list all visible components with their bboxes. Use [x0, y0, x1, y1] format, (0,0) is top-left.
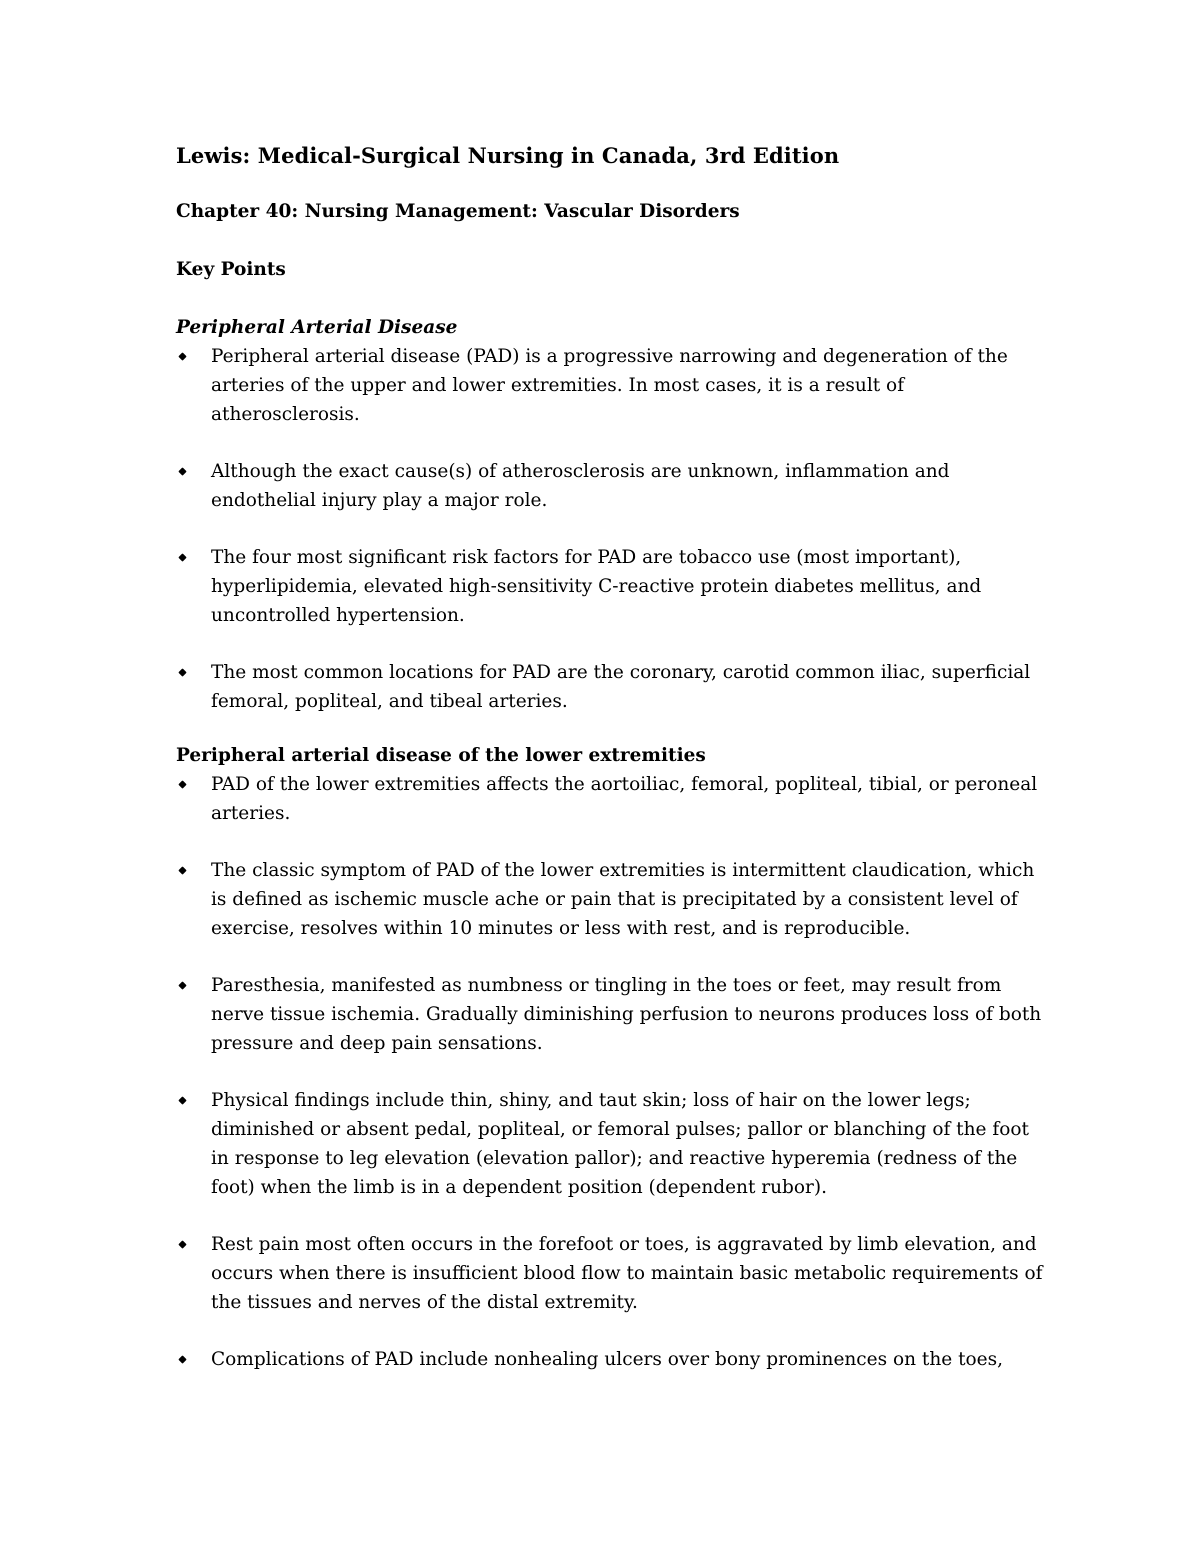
- bullet-list: [176, 770, 1046, 1374]
- list-item: [176, 1086, 1046, 1202]
- list-item-text: PAD of the lower extremities affects the aortoiliac, femoral, popliteal, tibial, or peroneal arteries.: [211, 774, 1038, 824]
- list-item: [176, 1230, 1046, 1317]
- list-item-text: The classic symptom of PAD of the lower extremities is intermittent claudication, which is defined as ischemic muscle ache or pain that is precipitated by a consistent level of exercise, resolves within 10 minutes or less with rest, and is reproducible.: [211, 860, 1035, 939]
- section-peripheral-arterial-disease: [176, 314, 1046, 716]
- bullet-icon: [178, 866, 186, 874]
- list-item: [176, 856, 1046, 943]
- section-heading: Peripheral Arterial Disease: [176, 317, 458, 338]
- book-title: Lewis: Medical-Surgical Nursing in Canada, 3rd Edition: [176, 143, 840, 168]
- page-content: [176, 140, 1046, 1388]
- section-pad-lower-extremities: [176, 742, 1046, 1374]
- list-item-text: Paresthesia, manifested as numbness or tingling in the toes or feet, may result from nerve tissue ischemia. Gradually diminishing perfusion to neurons produces loss of both pressure and deep pain sensations.: [211, 975, 1042, 1054]
- bullet-icon: [178, 553, 186, 561]
- list-item-text: The most common locations for PAD are the coronary, carotid common iliac, superficial femoral, popliteal, and tibeal arteries.: [211, 662, 1031, 712]
- list-item: [176, 457, 1046, 515]
- section-heading: Peripheral arterial disease of the lower extremities: [176, 745, 706, 766]
- list-item-text: Complications of PAD include nonhealing ulcers over bony prominences on the toes,: [211, 1349, 1003, 1370]
- list-item-text: Rest pain most often occurs in the forefoot or toes, is aggravated by limb elevation, and occurs when there is insufficient blood flow to maintain basic metabolic requirements of the tissues and nerves of the distal extremity.: [211, 1234, 1043, 1313]
- key-points-label: Key Points: [176, 259, 286, 280]
- list-item: [176, 543, 1046, 630]
- bullet-icon: [178, 1096, 186, 1104]
- list-item-text: The four most significant risk factors for PAD are tobacco use (most important), hyperlipidemia, elevated high-sensitivity C-reactive protein diabetes mellitus, and uncontrolled hypertension.: [211, 547, 982, 626]
- list-item: [176, 770, 1046, 828]
- bullet-icon: [178, 467, 186, 475]
- list-item-text: Although the exact cause(s) of atherosclerosis are unknown, inflammation and endothelial injury play a major role.: [211, 461, 950, 511]
- bullet-icon: [178, 780, 186, 788]
- bullet-list: [176, 342, 1046, 716]
- bullet-icon: [178, 1355, 186, 1363]
- bullet-icon: [178, 981, 186, 989]
- chapter-title: Chapter 40: Nursing Management: Vascular Disorders: [176, 201, 740, 222]
- list-item: [176, 658, 1046, 716]
- list-item: [176, 971, 1046, 1058]
- list-item: [176, 1345, 1046, 1374]
- bullet-icon: [178, 352, 186, 360]
- list-item: [176, 342, 1046, 429]
- bullet-icon: [178, 668, 186, 676]
- list-item-text: Peripheral arterial disease (PAD) is a progressive narrowing and degeneration of the arteries of the upper and lower extremities. In most cases, it is a result of atherosclerosis.: [211, 346, 1008, 425]
- bullet-icon: [178, 1240, 186, 1248]
- list-item-text: Physical findings include thin, shiny, and taut skin; loss of hair on the lower legs; diminished or absent pedal, popliteal, or femoral pulses; pallor or blanching of the foot in response to leg elevation (elevation pallor); and reactive hyperemia (redness of the foot) when the limb is in a dependent position (dependent rubor).: [211, 1090, 1029, 1198]
